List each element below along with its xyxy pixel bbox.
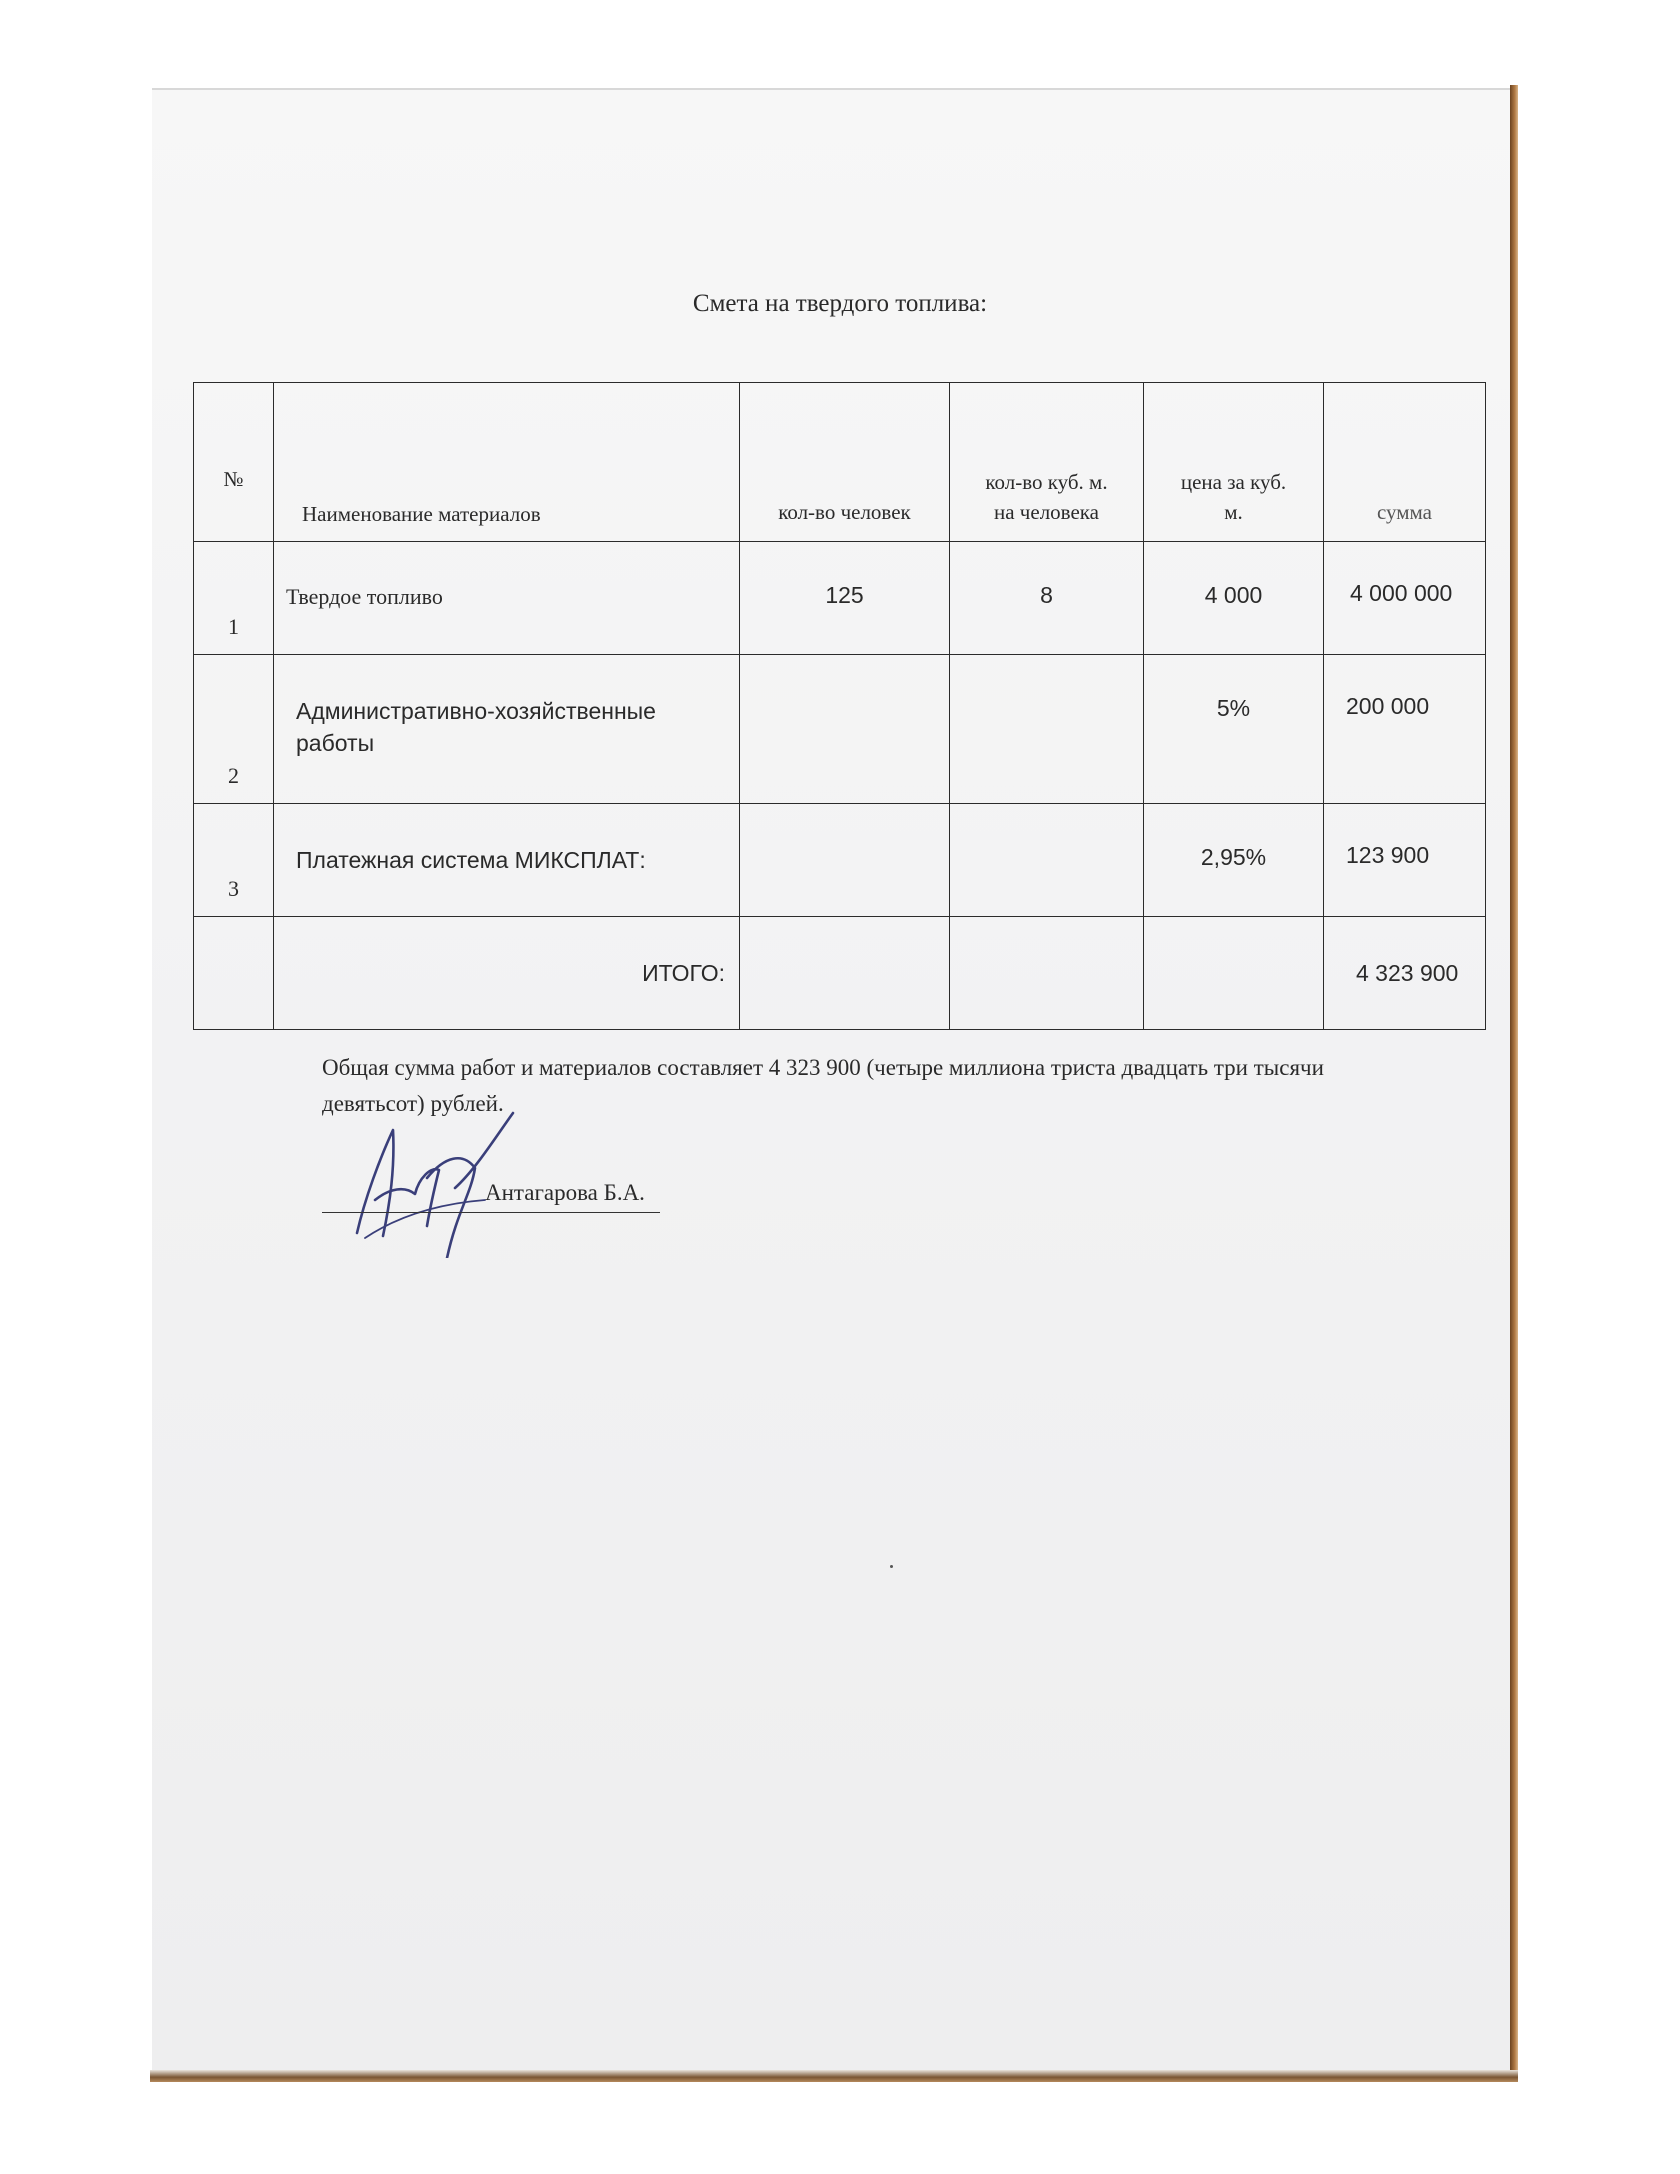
summary-text: Общая сумма работ и материалов составляет 4 323 900 (четыре миллиона триста двадцать три тысячи девятьсот) рублей. bbox=[322, 1055, 1324, 1116]
row-price-cell bbox=[1144, 655, 1324, 804]
table-row bbox=[194, 655, 1486, 804]
row-sum-cell bbox=[1324, 655, 1486, 804]
row-people: 125 bbox=[825, 582, 864, 608]
header-num: № bbox=[194, 383, 274, 542]
row-price: 4 000 bbox=[1204, 582, 1263, 608]
row-name: Платежная система МИКСПЛАТ: bbox=[296, 847, 646, 873]
row-cubic-cell bbox=[950, 655, 1144, 804]
header-people bbox=[740, 383, 950, 542]
header-price bbox=[1144, 383, 1324, 542]
paper-bottom-edge bbox=[150, 2070, 1518, 2082]
header-people-label: кол-во человек bbox=[778, 500, 911, 524]
row-people-cell bbox=[740, 655, 950, 804]
row-sum-cell bbox=[1324, 804, 1486, 917]
header-price-line1: цена за куб. bbox=[1180, 470, 1287, 494]
header-sum bbox=[1324, 383, 1486, 542]
row-number-cell bbox=[194, 542, 274, 655]
row-sum: 4 000 000 bbox=[1350, 580, 1453, 606]
paper-speck bbox=[890, 1565, 893, 1568]
header-price-line2: м. bbox=[1224, 500, 1243, 524]
header-cubic bbox=[950, 383, 1144, 542]
row-sum: 123 900 bbox=[1346, 842, 1430, 868]
table-row bbox=[194, 804, 1486, 917]
row-name-cell bbox=[274, 804, 740, 917]
row-people-cell bbox=[740, 542, 950, 655]
signature-line bbox=[322, 1212, 660, 1213]
total-label-cell bbox=[274, 917, 740, 1030]
header-name-label: Наименование материалов bbox=[302, 502, 541, 526]
document-title: Смета на твердого топлива: bbox=[692, 290, 988, 317]
row-price-cell bbox=[1144, 542, 1324, 655]
header-cubic-line2: на человека bbox=[994, 500, 1099, 524]
total-sum: 4 323 900 bbox=[1356, 959, 1459, 986]
row-number: 2 bbox=[228, 763, 239, 788]
total-sum-cell bbox=[1324, 917, 1486, 1030]
row-name: Административно-хозяйственные работы bbox=[296, 698, 656, 756]
row-price: 2,95% bbox=[1200, 844, 1267, 870]
header-cubic-line1: кол-во куб. м. bbox=[985, 470, 1108, 494]
table-header-row bbox=[194, 383, 1486, 542]
row-name-cell bbox=[274, 542, 740, 655]
row-name: Твердое топливо bbox=[286, 584, 443, 609]
estimate-table-container bbox=[193, 382, 1485, 1030]
estimate-table bbox=[193, 382, 1486, 1030]
row-number: 1 bbox=[228, 614, 239, 639]
row-sum-cell bbox=[1324, 542, 1486, 655]
desk-edge bbox=[1510, 85, 1518, 2080]
row-price-cell bbox=[1144, 804, 1324, 917]
table-row bbox=[194, 542, 1486, 655]
signer-name: Антагарова Б.А. bbox=[485, 1180, 645, 1205]
total-empty-cell bbox=[950, 917, 1144, 1030]
row-number: 3 bbox=[228, 876, 239, 901]
table-total-row bbox=[194, 917, 1486, 1030]
row-name-cell bbox=[274, 655, 740, 804]
row-sum: 200 000 bbox=[1346, 693, 1430, 719]
total-empty-cell bbox=[740, 917, 950, 1030]
row-price: 5% bbox=[1216, 695, 1251, 721]
header-sum-label: сумма bbox=[1376, 500, 1433, 524]
header-name bbox=[274, 383, 740, 542]
total-empty-cell bbox=[1144, 917, 1324, 1030]
total-empty-cell bbox=[194, 917, 274, 1030]
row-people-cell bbox=[740, 804, 950, 917]
total-label: ИТОГО: bbox=[642, 959, 725, 986]
row-number-cell bbox=[194, 655, 274, 804]
row-number-cell bbox=[194, 804, 274, 917]
row-cubic-cell bbox=[950, 804, 1144, 917]
row-cubic-cell bbox=[950, 542, 1144, 655]
row-cubic: 8 bbox=[1040, 582, 1053, 608]
